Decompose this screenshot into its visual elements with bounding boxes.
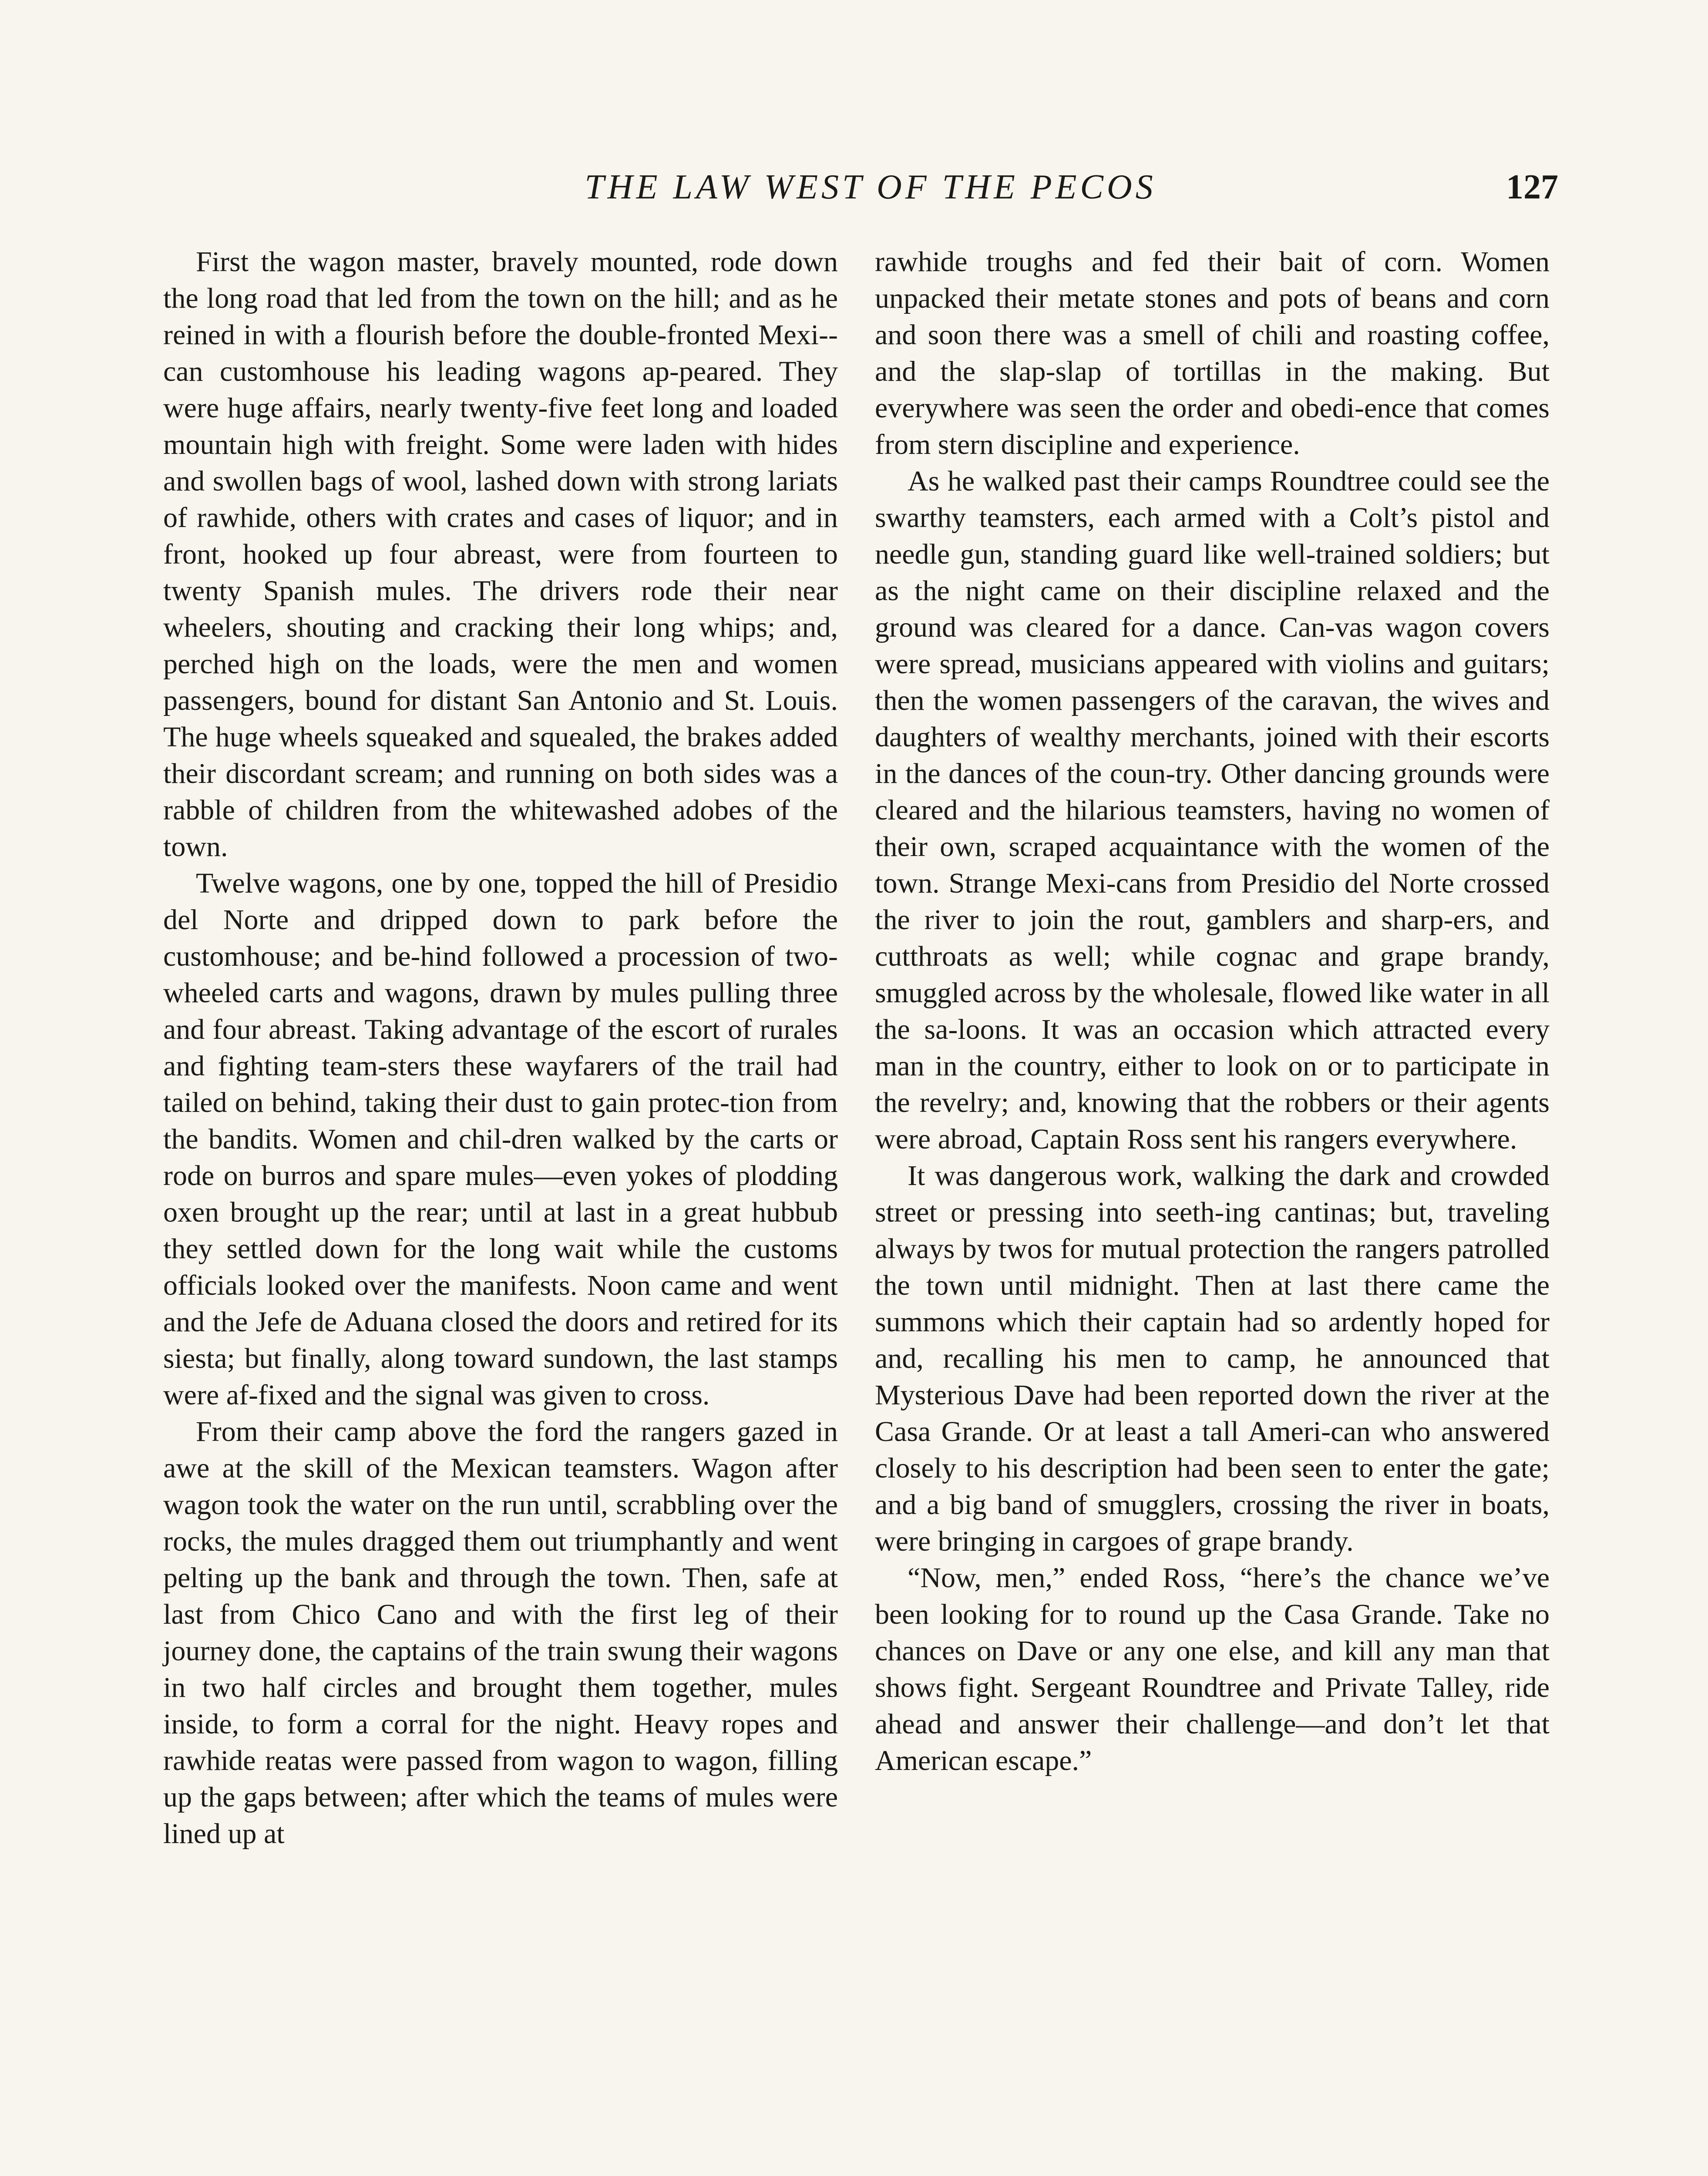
paragraph: It was dangerous work, walking the dark and crowded street or pressing into seeth-ing cantinas; but, traveling always by twos for mutual protection the rangers patrolled the town until midnight. Then at last there came the summons which their captain had so ardently hoped for and, recalling his men to camp, he announced that Mysterious Dave had been reported down the river at the Casa Grande. Or at least a tall Ameri-can who answered closely to his description had been seen to enter the gate; and a big band of smugglers, crossing the river in boats, were bringing in cargoes of grape brandy. (875, 1160, 1550, 1557)
right-column (875, 244, 1550, 1779)
page-header (183, 161, 1558, 218)
paragraph: As he walked past their camps Roundtree could see the swarthy teamsters, each armed with a Colt’s pistol and needle gun, standing guard like well-trained soldiers; but as the night came on their discipline relaxed and the ground was cleared for a dance. Can-vas wagon covers were spread, musicians appeared with violins and guitars; then the women passengers of the caravan, the wives and daughters of wealthy merchants, joined with their escorts in the dances of the coun-try. Other dancing grounds were cleared and the hilarious teamsters, having no women of their own, scraped acquaintance with the women of the town. Strange Mexi-cans from Presidio del Norte crossed the river to join the rout, gamblers and sharp-ers, and cutthroats as well; while cognac and grape brandy, smuggled across by the wholesale, flowed like water in all the sa-loons. It was an occasion which attracted every man in the country, either to look on or to participate in the revelry; and, knowing that the robbers or their agents were abroad, Captain Ross sent his rangers everywhere. (875, 465, 1550, 1155)
running-title: THE LAW WEST OF THE PECOS (585, 168, 1157, 206)
paragraph: From their camp above the ford the rangers gazed in awe at the skill of the Mexican teamsters. Wagon after wagon took the water on the run until, scrabbling over the rocks, the mules dragged them out triumphantly and went pelting up the bank and through the town. Then, safe at last from Chico Cano and with the first leg of their journey done, the captains of the train swung their wagons in two half circles and brought them together, mules inside, to form a corral for the night. Heavy ropes and rawhide reatas were passed from wagon to wagon, filling up the gaps between; after which the teams of mules were lined up at (163, 1416, 838, 1850)
paragraph: First the wagon master, bravely mounted, rode down the long road that led from the town on the hill; and as he reined in with a flourish before the double-fronted Mexi-can customhouse his leading wagons ap-peared. They were huge affairs, nearly twenty-five feet long and loaded mountain high with freight. Some were laden with hides and swollen bags of wool, lashed down with strong lariats of rawhide, others with crates and cases of liquor; and in front, hooked up four abreast, were from fourteen to twenty Spanish mules. The drivers rode their near wheelers, shouting and cracking their long whips; and, perched high on the loads, were the men and women passengers, bound for distant San Antonio and St. Louis. The huge wheels squeaked and squealed, the brakes added their discordant scream; and running on both sides was a rabble of children from the whitewashed adobes of the town. (163, 246, 838, 863)
continued-paragraph: rawhide troughs and fed their bait of corn. Women unpacked their metate stones and pots of beans and corn and soon there was a smell of chili and roasting coffee, and the slap-slap of tortillas in the making. But everywhere was seen the order and obedi-ence that comes from stern discipline and experience. (875, 246, 1550, 460)
left-column (163, 244, 838, 1852)
page-number: 127 (1506, 168, 1558, 206)
paragraph: “Now, men,” ended Ross, “here’s the chance we’ve been looking for to round up the Casa Grande. Take no chances on Dave or any one else, and kill any man that shows fight. Sergeant Roundtree and Private Talley, ride ahead and answer their challenge—and don’t let that American escape.” (875, 1562, 1550, 1776)
paragraph: Twelve wagons, one by one, topped the hill of Presidio del Norte and dripped down to park before the customhouse; and be-hind followed a procession of two-wheeled carts and wagons, drawn by mules pulling three and four abreast. Taking advantage of the escort of rurales and fighting team-sters these wayfarers of the trail had tailed on behind, taking their dust to gain protec-tion from the bandits. Women and chil-dren walked by the carts or rode on burros and spare mules—even yokes of plodding oxen brought up the rear; until at last in a great hubbub they settled down for the long wait while the customs officials looked over the manifests. Noon came and went and the Jefe de Aduana closed the doors and retired for its siesta; but finally, along toward sundown, the last stamps were af-fixed and the signal was given to cross. (163, 867, 838, 1411)
